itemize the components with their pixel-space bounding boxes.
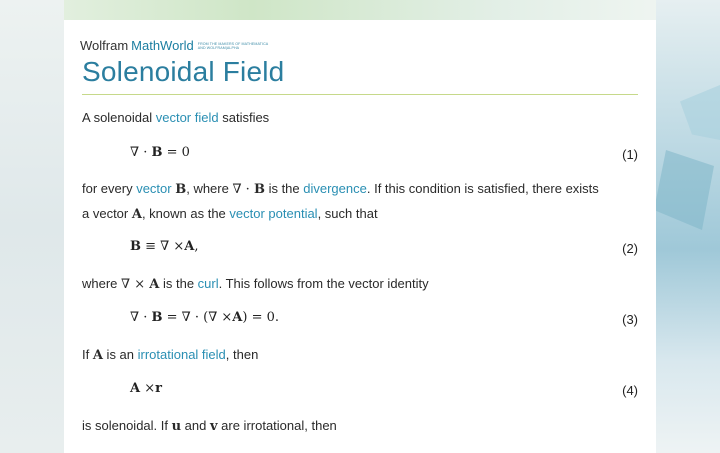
- background-left: [0, 0, 64, 453]
- link-vector-potential[interactable]: vector potential: [229, 206, 318, 221]
- paragraph-vector-potential: a vector A, known as the vector potential, such that: [82, 206, 378, 222]
- equation-number-2: (2): [622, 241, 638, 256]
- paragraph-divergence: for every vector B, where ∇ · B is the divergence. If this condition is satisfied, there exists: [82, 181, 599, 197]
- equation-number-1: (1): [622, 147, 638, 162]
- title-divider: [82, 94, 638, 95]
- equation-3: ∇ · B = ∇ · (∇ ×A) = 0.: [130, 310, 280, 325]
- equation-number-3: (3): [622, 312, 638, 327]
- paragraph-irrotational: If A is an irrotational field, then: [82, 347, 259, 363]
- paragraph-solenoidal: is solenoidal. If u and v are irrotational, then: [82, 418, 337, 434]
- equation-4: A ×r: [130, 381, 162, 396]
- link-irrotational-field[interactable]: irrotational field: [137, 347, 226, 362]
- link-vector[interactable]: vector: [136, 181, 172, 196]
- link-curl[interactable]: curl: [197, 276, 219, 291]
- equation-2: B ≡ ∇ ×A,: [130, 239, 199, 254]
- decorative-shape: [654, 150, 714, 230]
- mathworld-logo[interactable]: [80, 38, 268, 53]
- decorative-shape: [680, 85, 720, 140]
- equation-number-4: (4): [622, 383, 638, 398]
- page-title: Solenoidal Field: [82, 56, 285, 87]
- background-right: [656, 0, 720, 453]
- equation-1: ∇ · B = 0: [130, 145, 190, 160]
- logo-wolfram: Wolfram: [80, 38, 129, 53]
- logo-mathworld: MathWorld: [131, 38, 194, 53]
- link-vector-field[interactable]: vector field: [155, 110, 219, 125]
- background-top: [0, 0, 720, 22]
- paragraph-curl: where ∇ × A is the curl. This follows from the vector identity: [82, 276, 429, 292]
- paragraph-intro: A solenoidal vector field satisfies: [82, 110, 270, 125]
- article-card: [64, 20, 656, 453]
- logo-tagline: FROM THE MAKERS OF MATHEMATICA AND WOLFRAM|ALPHA: [197, 41, 269, 50]
- link-divergence[interactable]: divergence: [303, 181, 367, 196]
